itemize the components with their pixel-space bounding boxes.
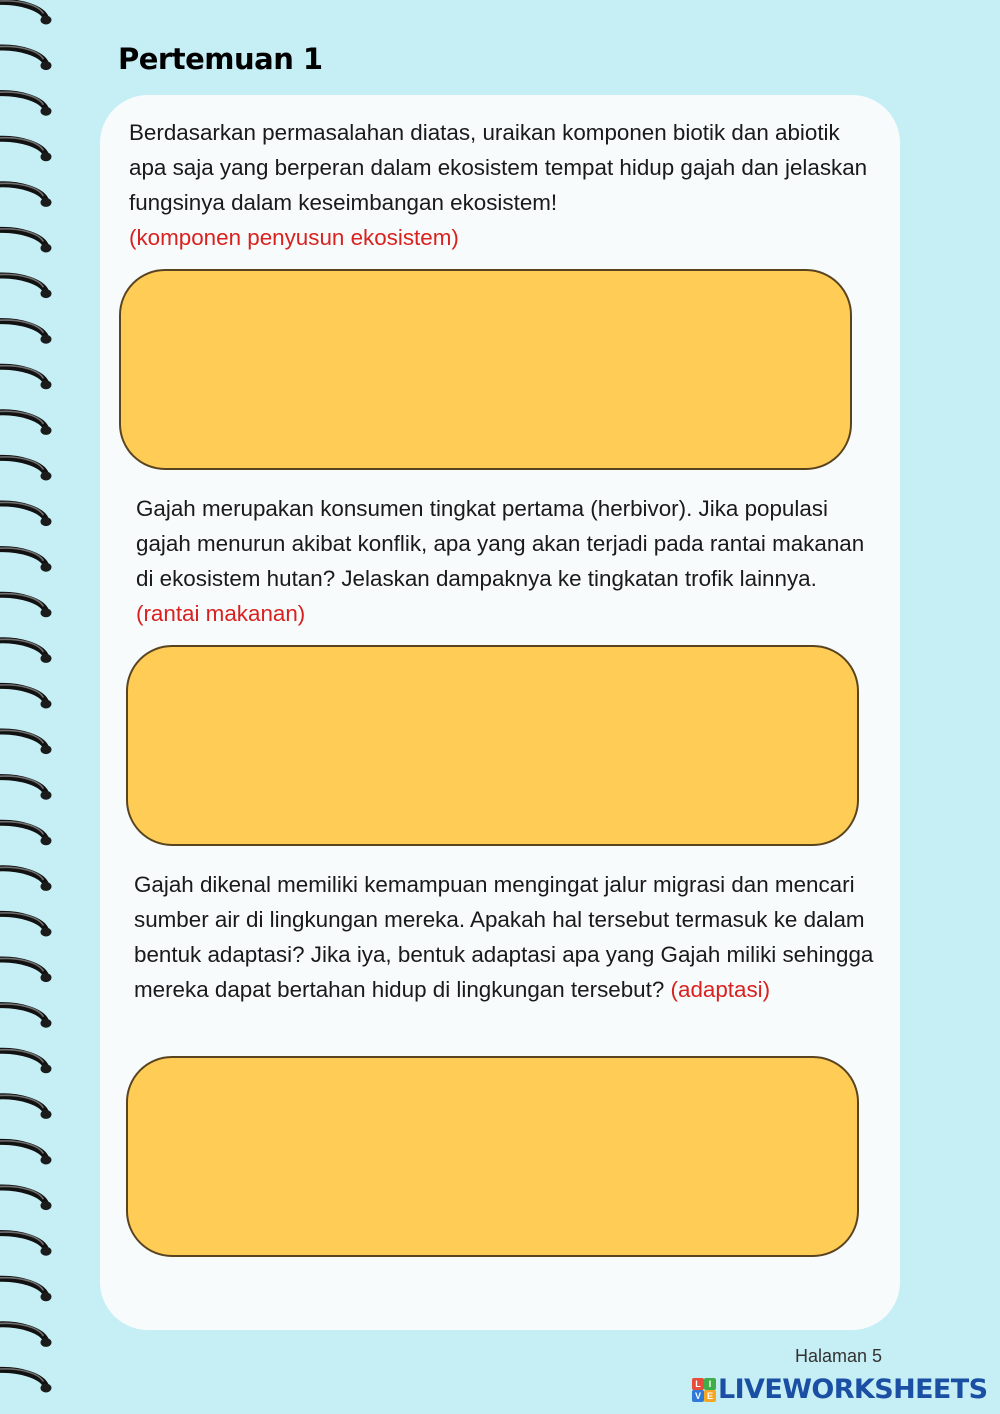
spiral-binding bbox=[0, 0, 60, 1414]
spiral-ring bbox=[0, 1278, 52, 1302]
answer-box-1[interactable] bbox=[119, 269, 852, 470]
page-number: Halaman 5 bbox=[794, 1346, 882, 1366]
question-3-topic: (adaptasi) bbox=[670, 977, 771, 1002]
logo-letter-l: L bbox=[692, 1378, 704, 1390]
logo-letter-v: V bbox=[692, 1390, 704, 1402]
spiral-ring bbox=[0, 457, 52, 481]
question-1 bbox=[129, 115, 869, 255]
logo-letter-i: I bbox=[704, 1378, 716, 1390]
spiral-ring bbox=[0, 913, 52, 937]
spiral-ring bbox=[0, 594, 52, 618]
question-3-text: Gajah dikenal memiliki kemampuan mengingat jalur migrasi dan mencari sumber air di lingkungan mereka. Apakah hal tersebut termasuk ke dalam bentuk adaptasi? Jika iya, bentuk adaptasi apa yang Gajah miliki sehingga mereka dapat bertahan hidup di lingkungan tersebut? bbox=[134, 872, 874, 1002]
spiral-ring bbox=[0, 822, 52, 846]
page-title: Pertemuan 1 bbox=[118, 42, 323, 76]
spiral-ring bbox=[0, 411, 52, 435]
spiral-ring bbox=[0, 730, 52, 754]
spiral-ring bbox=[0, 229, 52, 253]
spiral-ring bbox=[0, 1050, 52, 1074]
question-2-topic: (rantai makanan) bbox=[136, 601, 306, 626]
spiral-ring bbox=[0, 548, 52, 572]
spiral-ring bbox=[0, 639, 52, 663]
question-3 bbox=[134, 867, 874, 1007]
spiral-ring bbox=[0, 1186, 52, 1210]
spiral-ring bbox=[0, 867, 52, 891]
spiral-ring bbox=[0, 1369, 52, 1393]
answer-box-3[interactable] bbox=[126, 1056, 859, 1257]
liveworksheets-logo-icon bbox=[692, 1378, 716, 1402]
spiral-ring bbox=[0, 1095, 52, 1119]
spiral-ring bbox=[0, 1, 52, 25]
spiral-ring bbox=[0, 366, 52, 390]
spiral-ring bbox=[0, 1004, 52, 1028]
spiral-ring bbox=[0, 502, 52, 526]
spiral-ring bbox=[0, 685, 52, 709]
question-2 bbox=[136, 491, 866, 631]
spiral-ring bbox=[0, 320, 52, 344]
spiral-ring bbox=[0, 138, 52, 162]
question-1-text: Berdasarkan permasalahan diatas, uraikan komponen biotik dan abiotik apa saja yang berperan dalam ekosistem tempat hidup gajah dan jelaskan fungsinya dalam keseimbangan ekosistem! bbox=[129, 120, 868, 215]
spiral-ring bbox=[0, 1323, 52, 1347]
liveworksheets-brand[interactable] bbox=[692, 1374, 987, 1405]
spiral-ring bbox=[0, 1232, 52, 1256]
spiral-ring bbox=[0, 92, 52, 116]
question-2-text: Gajah merupakan konsumen tingkat pertama (herbivor). Jika populasi gajah menurun akibat konflik, apa yang akan terjadi pada rantai makanan di ekosistem hutan? Jelaskan dampaknya ke tingkatan trofik lainnya. bbox=[136, 496, 865, 591]
spiral-ring bbox=[0, 776, 52, 800]
spiral-ring bbox=[0, 46, 52, 70]
spiral-ring bbox=[0, 274, 52, 298]
logo-letter-e: E bbox=[704, 1390, 716, 1402]
question-1-topic: (komponen penyusun ekosistem) bbox=[129, 225, 459, 250]
spiral-ring bbox=[0, 183, 52, 207]
brand-name: LIVEWORKSHEETS bbox=[718, 1374, 988, 1405]
answer-box-2[interactable] bbox=[126, 645, 859, 846]
spiral-ring bbox=[0, 1141, 52, 1165]
spiral-ring bbox=[0, 958, 52, 982]
